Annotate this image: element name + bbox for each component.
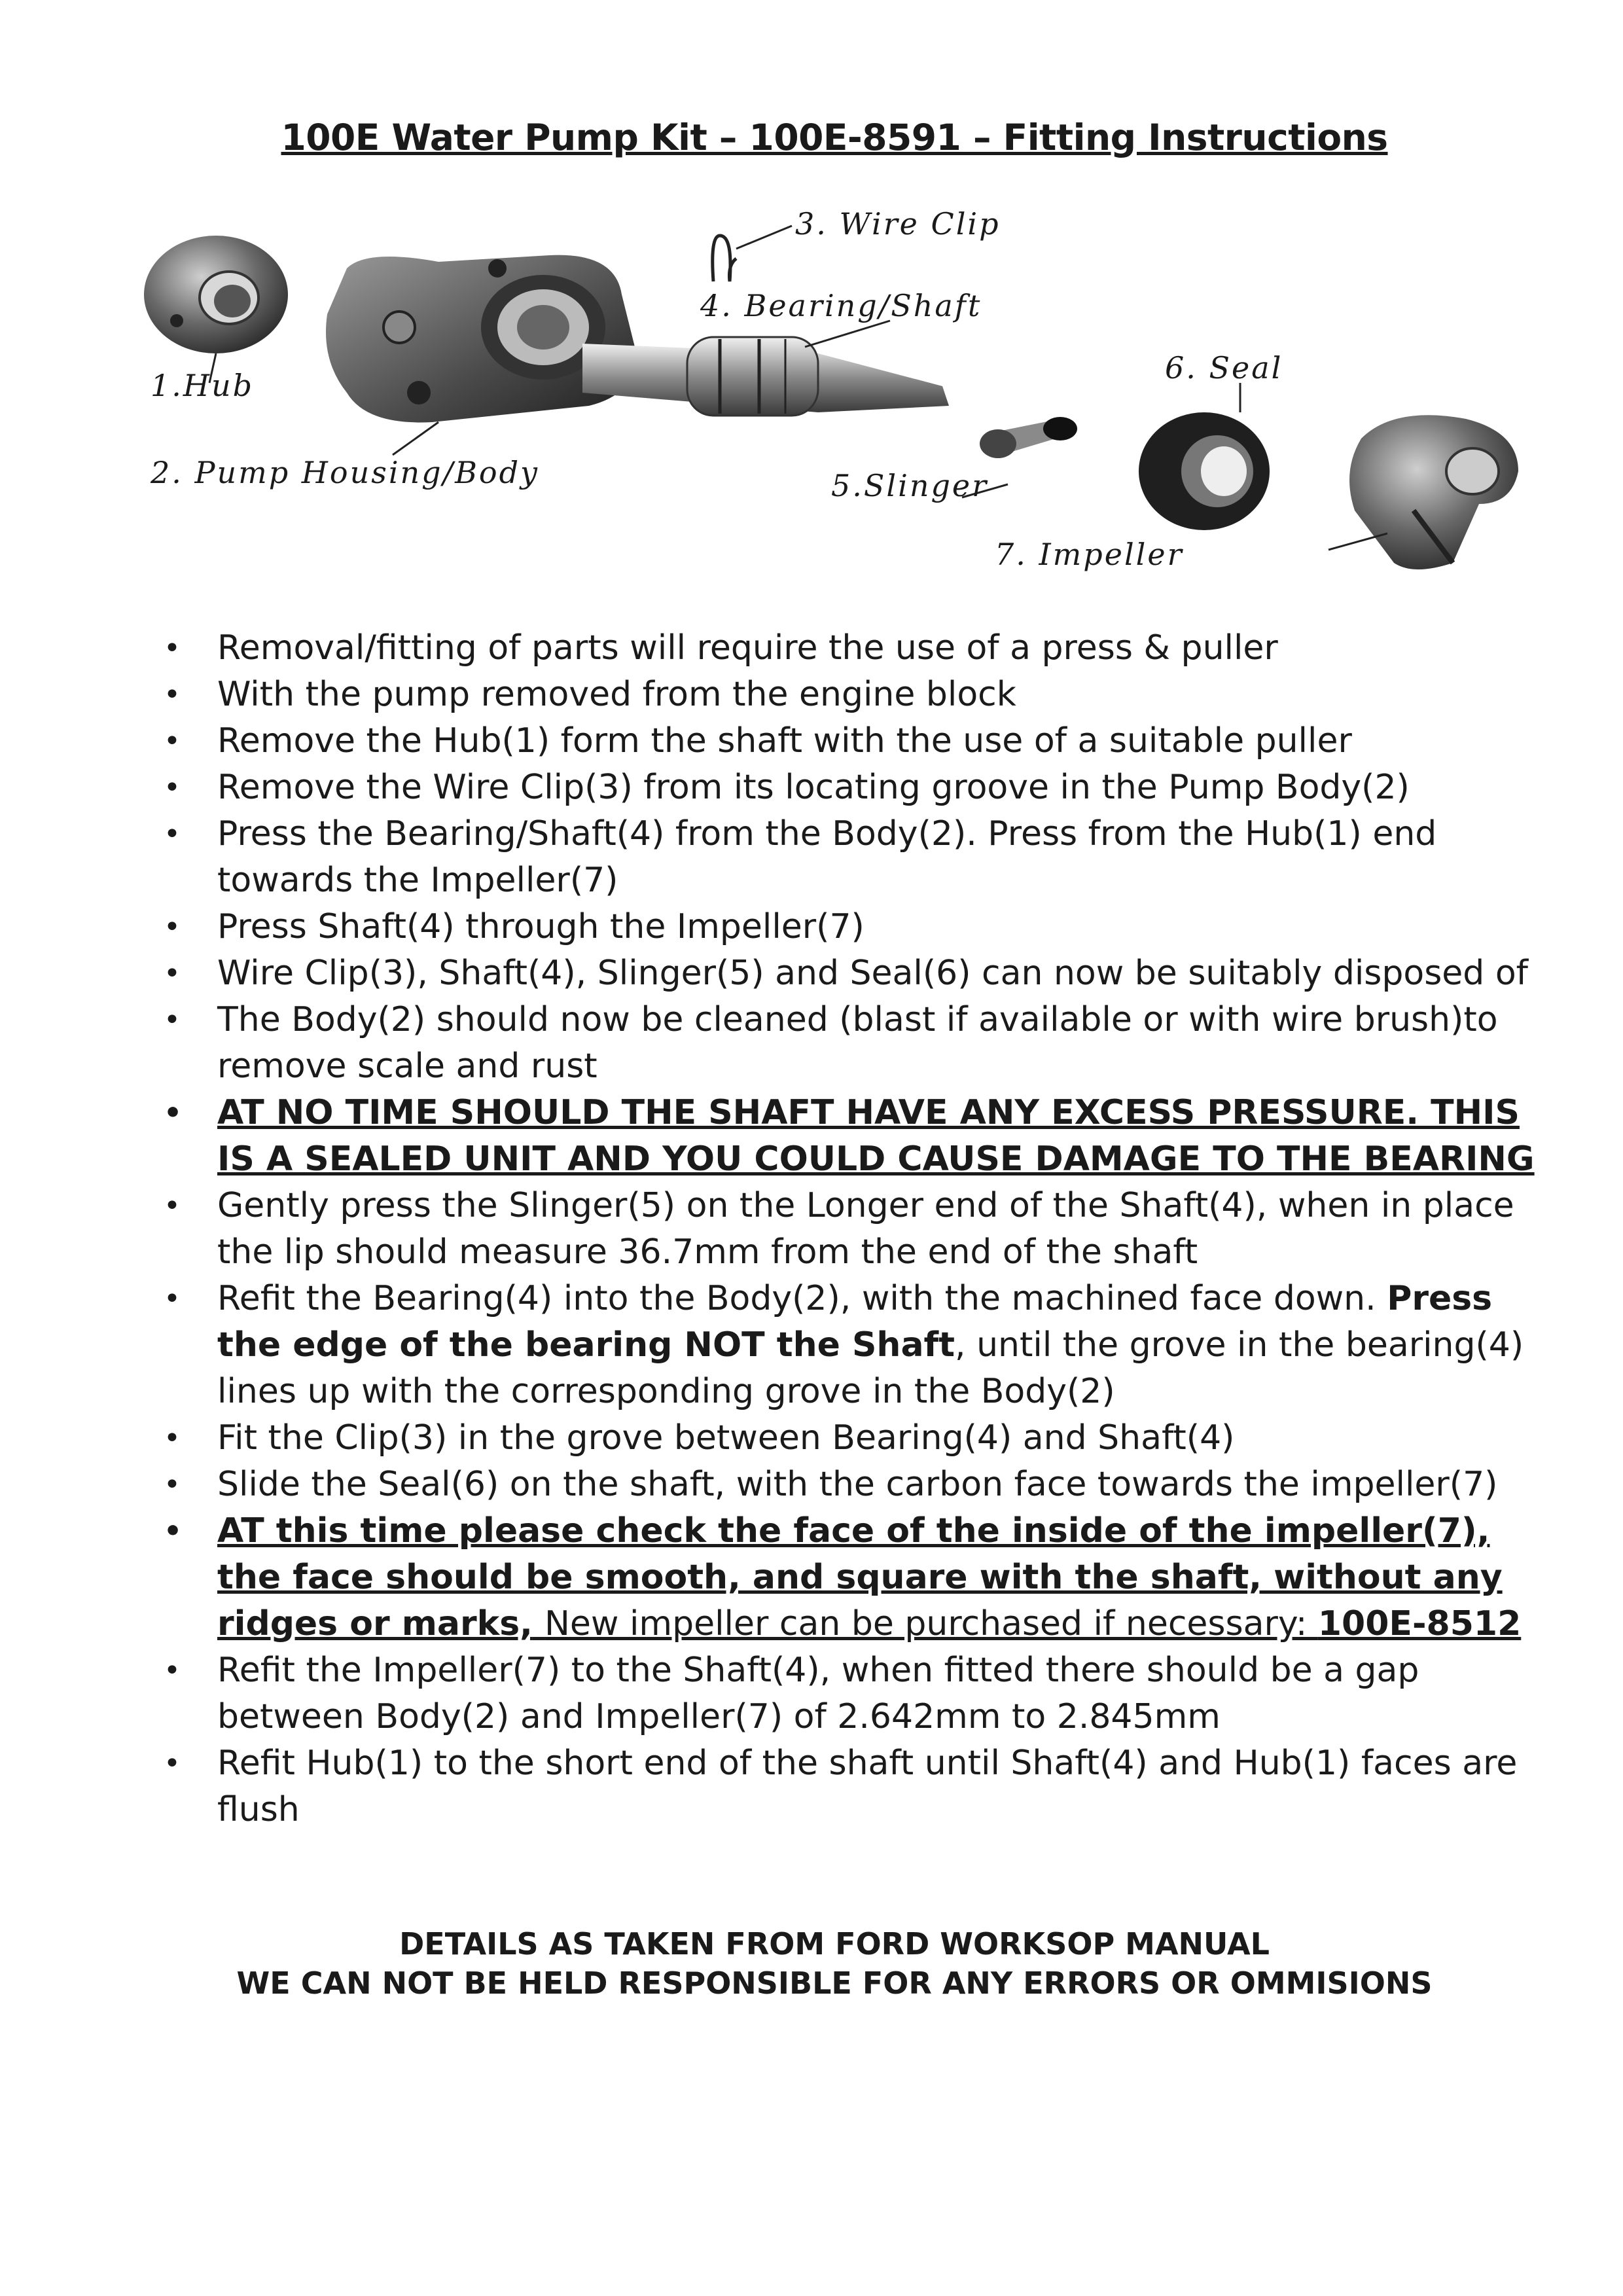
list-item: • Refit the Impeller(7) to the Shaft(4), when fitted there should be a gap between Body(2) and Impeller(7) of 2.642mm to 2.845mm	[164, 1647, 1564, 1740]
emphasis-text: Press the edge of the bearing NOT the Shaft	[217, 1279, 1493, 1365]
label-seal: 6. Seal	[1165, 350, 1283, 386]
bearing-shaft-part	[582, 337, 949, 416]
pump-housing-part	[326, 255, 635, 423]
instruction-list	[164, 625, 1564, 1833]
disclaimer-line-1: DETAILS AS TAKEN FROM FORD WORKSOP MANUAL	[399, 1926, 1270, 1962]
list-item: • Remove the Wire Clip(3) from its locating groove in the Pump Body(2)	[164, 764, 1564, 811]
list-item: • Refit Hub(1) to the short end of the shaft until Shaft(4) and Hub(1) faces are flush	[164, 1740, 1564, 1833]
wire-clip-part	[713, 236, 736, 281]
list-item: • Gently press the Slinger(5) on the Longer end of the Shaft(4), when in place the lip should measure 36.7mm from the end of the shaft	[164, 1183, 1564, 1276]
label-wire-clip: 3. Wire Clip	[795, 206, 1001, 242]
list-item: • With the pump removed from the engine block	[164, 672, 1564, 718]
list-item: • Removal/fitting of parts will require the use of a press & puller	[164, 625, 1564, 672]
list-item	[164, 1276, 1564, 1415]
list-item: • Remove the Hub(1) form the shaft with the use of a suitable puller	[164, 718, 1564, 764]
label-hub: 1.Hub	[151, 368, 255, 403]
seal-part	[1139, 412, 1270, 530]
step-text: , until the grove in the bearing(4) lines up with the corresponding grove in the Body(2)	[217, 1325, 1524, 1411]
exploded-parts-diagram	[131, 196, 1558, 602]
list-item: • Press Shaft(4) through the Impeller(7)	[164, 904, 1564, 950]
label-impeller: 7. Impeller	[995, 537, 1184, 572]
label-pump-housing: 2. Pump Housing/Body	[151, 455, 540, 490]
warning-item	[164, 1508, 1564, 1647]
warning-text: AT this time please check the face of the inside of the impeller(7), the face should be smooth, and square with the shaft, without any ridges or marks,	[217, 1511, 1503, 1643]
list-item: • Wire Clip(3), Shaft(4), Slinger(5) and Seal(6) can now be suitably disposed of	[164, 950, 1564, 997]
note-text: New impeller can be purchased if necessary:	[544, 1604, 1318, 1643]
label-bearing-shaft: 4. Bearing/Shaft	[700, 288, 982, 323]
part-number: 100E-8512	[1317, 1604, 1522, 1643]
list-item: • Fit the Clip(3) in the grove between Bearing(4) and Shaft(4)	[164, 1415, 1564, 1462]
list-item: • Slide the Seal(6) on the shaft, with the carbon face towards the impeller(7)	[164, 1462, 1564, 1508]
hub-part	[144, 236, 288, 353]
disclaimer-line-2: WE CAN NOT BE HELD RESPONSIBLE FOR ANY ERRORS OR OMMISIONS	[236, 1965, 1433, 2001]
list-item: • Press the Bearing/Shaft(4) from the Body(2). Press from the Hub(1) end towards the Impeller(7)	[164, 811, 1564, 904]
list-item: • The Body(2) should now be cleaned (blast if available or with wire brush)to remove scale and rust	[164, 997, 1564, 1090]
impeller-part	[1349, 415, 1518, 569]
step-text: Refit the Bearing(4) into the Body(2), with the machined face down.	[217, 1279, 1387, 1318]
page-title: 100E Water Pump Kit – 100E-8591 – Fitting Instructions	[281, 117, 1388, 158]
warning-item: • AT NO TIME SHOULD THE SHAFT HAVE ANY EXCESS PRESSURE. THIS IS A SEALED UNIT AND YOU COULD CAUSE DAMAGE TO THE BEARING	[164, 1090, 1564, 1183]
slinger-part	[980, 417, 1077, 458]
label-slinger: 5.Slinger	[831, 468, 989, 503]
